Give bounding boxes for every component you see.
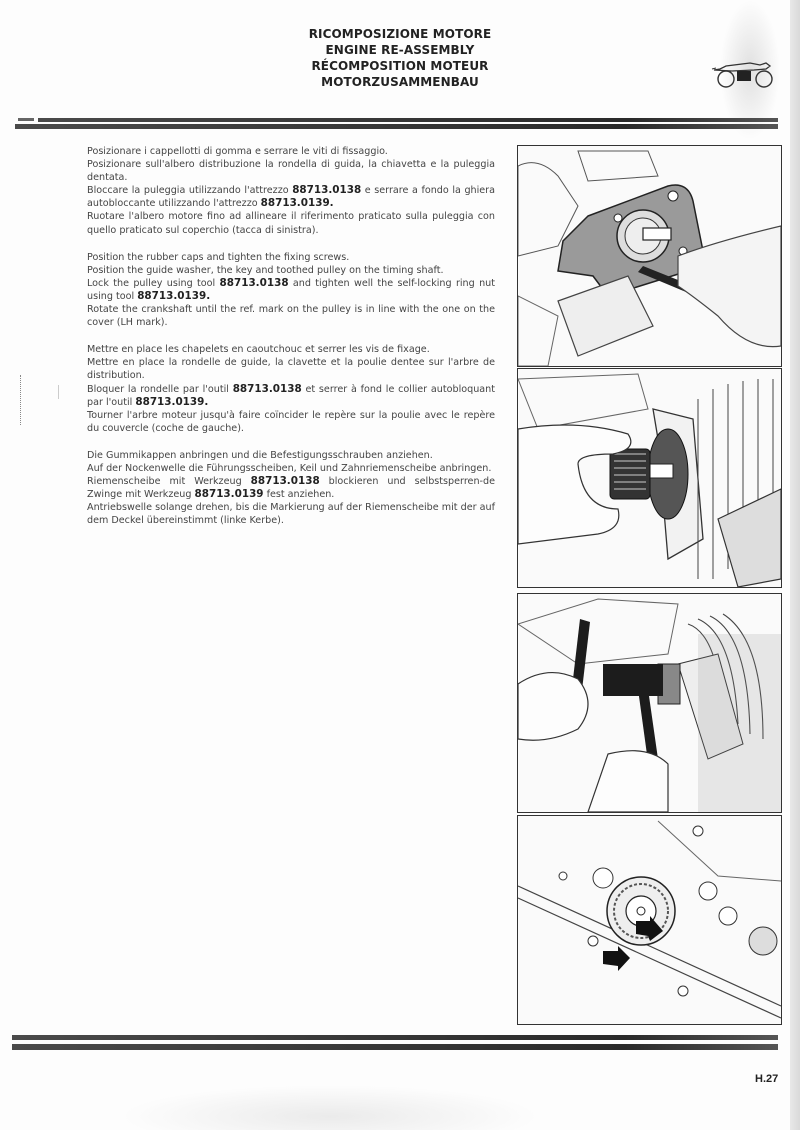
instruction-line: Mettre en place les chapelets en caoutchouc et serrer les vis de fixage. <box>87 344 430 356</box>
instruction-line: Riemenscheibe mit Werkzeug 88713.0138 blockieren und selbstsperren-de Zwinge mit Werkzeug 88713.0139 fest anziehen. <box>87 475 495 501</box>
footer-rule-lower <box>12 1044 778 1050</box>
tool-code: 88713.0139 <box>194 488 264 501</box>
header-rule-upper <box>38 118 778 122</box>
instruction-line: Auf der Nockenwelle die Führungsscheiben, Keil und Zahnriemenscheibe anbringen. <box>87 462 492 474</box>
instruction-line: Bloquer la rondelle par l'outil 88713.0138 et serrer à fond le collier autobloquant par l'outil 88713.0139. <box>87 382 495 408</box>
instruction-line: Mettre en place la rondelle de guide, la clavette et la poulie dentee sur l'arbre de distribution. <box>87 357 495 382</box>
instruction-line: Tourner l'arbre moteur jusqu'à faire coïncider le repère sur la poulie avec le repère du couvercle (coche de gauche). <box>87 409 495 434</box>
header-rule-lower <box>15 124 778 129</box>
title-italian: RICOMPOSIZIONE MOTORE <box>308 27 492 41</box>
page-header <box>290 26 510 90</box>
figure-fitting-pulley <box>517 368 782 588</box>
title-french: RÉCOMPOSITION MOTEUR <box>311 59 489 73</box>
section-french <box>87 343 495 435</box>
instruction-line: Lock the pulley using tool 88713.0138 and tighten well the self-locking ring nut using tool 88713.0139. <box>87 276 495 302</box>
section-english <box>87 251 495 330</box>
instruction-line: Position the guide washer, the key and toothed pulley on the timing shaft. <box>87 264 444 276</box>
tool-code: 88713.0138 <box>219 276 289 289</box>
instructions-column <box>87 145 495 541</box>
tool-code: 88713.0138 <box>232 382 302 395</box>
title-english: ENGINE RE-ASSEMBLY <box>325 43 475 57</box>
figure-reference-marks <box>517 815 782 1025</box>
tool-code: 88713.0139. <box>135 395 209 408</box>
header-rule-stub <box>18 118 34 121</box>
instruction-line: Posizionare i cappellotti di gomma e serrare le viti di fissaggio. <box>87 146 388 157</box>
instruction-line: Antriebswelle solange drehen, bis die Markierung auf der Riemenscheibe mit der auf dem Deckel übereinstimmt (linke Kerbe). <box>87 502 495 527</box>
instruction-line: Position the rubber caps and tighten the fixing screws. <box>87 251 350 263</box>
page-edge-shadow <box>790 0 800 1130</box>
footer-rule-upper <box>12 1035 778 1040</box>
section-german <box>87 449 495 528</box>
figure-timing-cover <box>517 145 782 367</box>
page-number: H.27 <box>755 1073 779 1085</box>
scan-smudge <box>120 1085 540 1130</box>
margin-mark <box>20 375 24 425</box>
instruction-line: Ruotare l'albero motore fino ad allineare il riferimento praticato sulla puleggia con quello praticato sul coperchio (tacca di sinistra). <box>87 211 495 236</box>
tool-code: 88713.0138 <box>292 184 362 197</box>
tool-code: 88713.0139. <box>260 197 334 210</box>
tool-code: 88713.0138 <box>250 475 320 488</box>
instruction-line: Posizionare sull'albero distribuzione la rondella di guida, la chiavetta e la puleggia dentata. <box>87 159 495 184</box>
instruction-line: Bloccare la puleggia utilizzando l'attrezzo 88713.0138 e serrare a fondo la ghiera autobloccante utilizzando l'attrezzo 88713.0139. <box>87 184 496 210</box>
title-german: MOTORZUSAMMENBAU <box>321 75 479 89</box>
motorcycle-icon <box>710 52 780 92</box>
tool-code: 88713.0139. <box>137 289 211 302</box>
section-italian <box>87 145 495 237</box>
instruction-line: Die Gummikappen anbringen und die Befestigungsschrauben anziehen. <box>87 449 433 461</box>
instruction-line: Rotate the crankshaft until the ref. mark on the pulley is in line with the one on the cover (LH mark). <box>87 304 495 329</box>
margin-mark <box>58 385 61 399</box>
figure-locking-tools <box>517 593 782 813</box>
